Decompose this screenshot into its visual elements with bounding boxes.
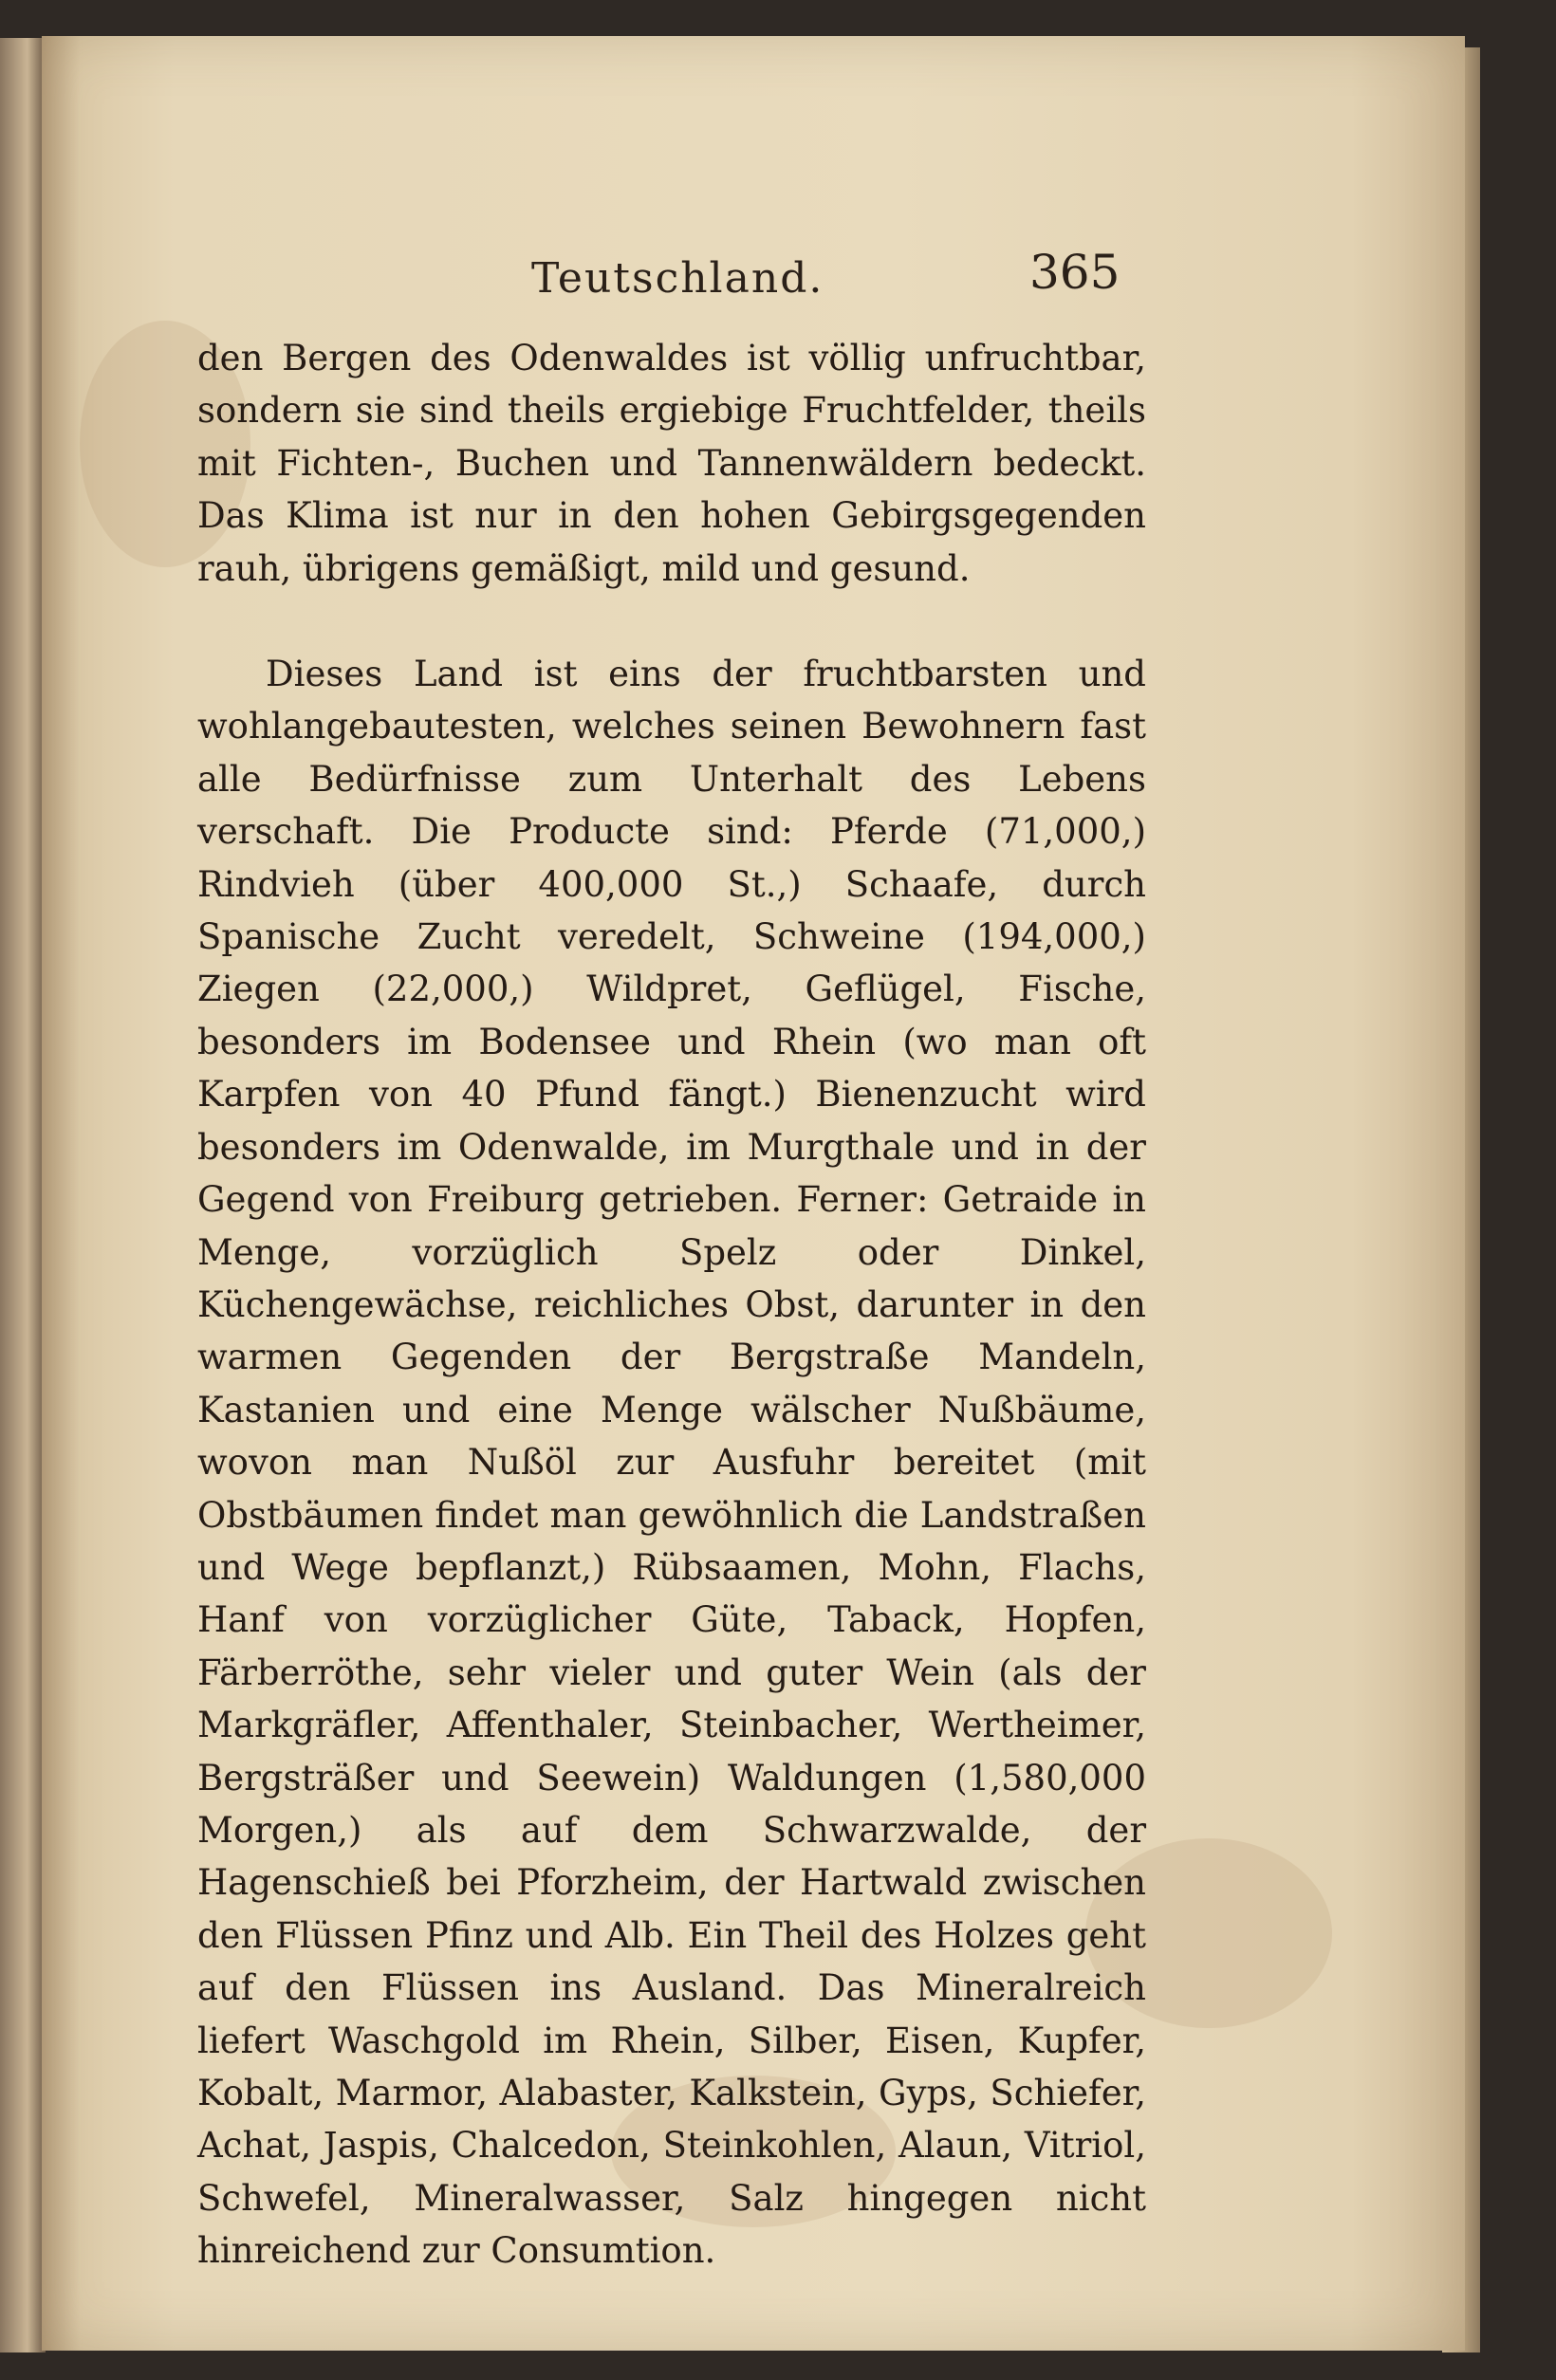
facing-page-edge: [0, 38, 46, 2352]
page-number: 365: [1029, 245, 1121, 300]
paragraph: den Bergen des Odenwaldes ist völlig unfruchtbar, sondern sie sind theils ergiebige Fruchtfelder, theils mit Fichten-, Buchen und Tannenwäldern bedeckt. Das Klima ist nur in den hohen Gebirgsgegenden rauh, übrigens gemäßigt, mild und gesund.: [197, 338, 1146, 589]
body-text: [197, 332, 1146, 2278]
running-header: Teutschland.: [531, 254, 824, 303]
paragraph: Dieses Land ist eins der fruchtbarsten und wohlangebautesten, welches seinen Bewohnern fast alle Bedürfnisse zum Unterhalt des Lebens verschaft. Die Producte sind: Pferde (71,000,) Rindvieh (über 400,000 St.,) Schaafe, durch Spanische Zucht veredelt, Schweine (194,000,) Ziegen (22,000,) Wildpret, Geflügel, Fische, besonders im Bodensee und Rhein (wo man oft Karpfen von 40 Pfund fängt.) Bienenzucht wird besonders im Odenwalde, im Murgthale und in der Gegend von Freiburg getrieben. Ferner: Getraide in Menge, vorzüglich Spelz oder Dinkel, Küchengewächse, reichliches Obst, darunter in den warmen Gegenden der Bergstraße Mandeln, Kastanien und eine Menge wälscher Nußbäume, wovon man Nußöl zur Ausfuhr bereitet (mit Obstbäumen findet man gewöhnlich die Landstraßen und Wege bepflanzt,) Rübsaamen, Mohn, Flachs, Hanf von vorzüglicher Güte, Taback, Hopfen, Färberröthe, sehr vieler und guter Wein (als der Markgräfler, Affenthaler, Steinbacher, Wertheimer, Bergsträßer und Seewein) Waldungen (1,580,000 Morgen,) als auf dem Schwarzwalde, der Hagenschieß bei Pforzheim, der Hartwald zwischen den Flüssen Pfinz und Alb. Ein Theil des Holzes geht auf den Flüssen ins Ausland. Das Mineralreich liefert Waschgold im Rhein, Silber, Eisen, Kupfer, Kobalt, Marmor, Alabaster, Kalkstein, Gyps, Schiefer, Achat, Jaspis, Chalcedon, Steinkohlen, Alaun, Vitriol, Schwefel, Mineralwasser, Salz hingegen nicht hinreichend zur Consumtion.: [197, 654, 1146, 2272]
